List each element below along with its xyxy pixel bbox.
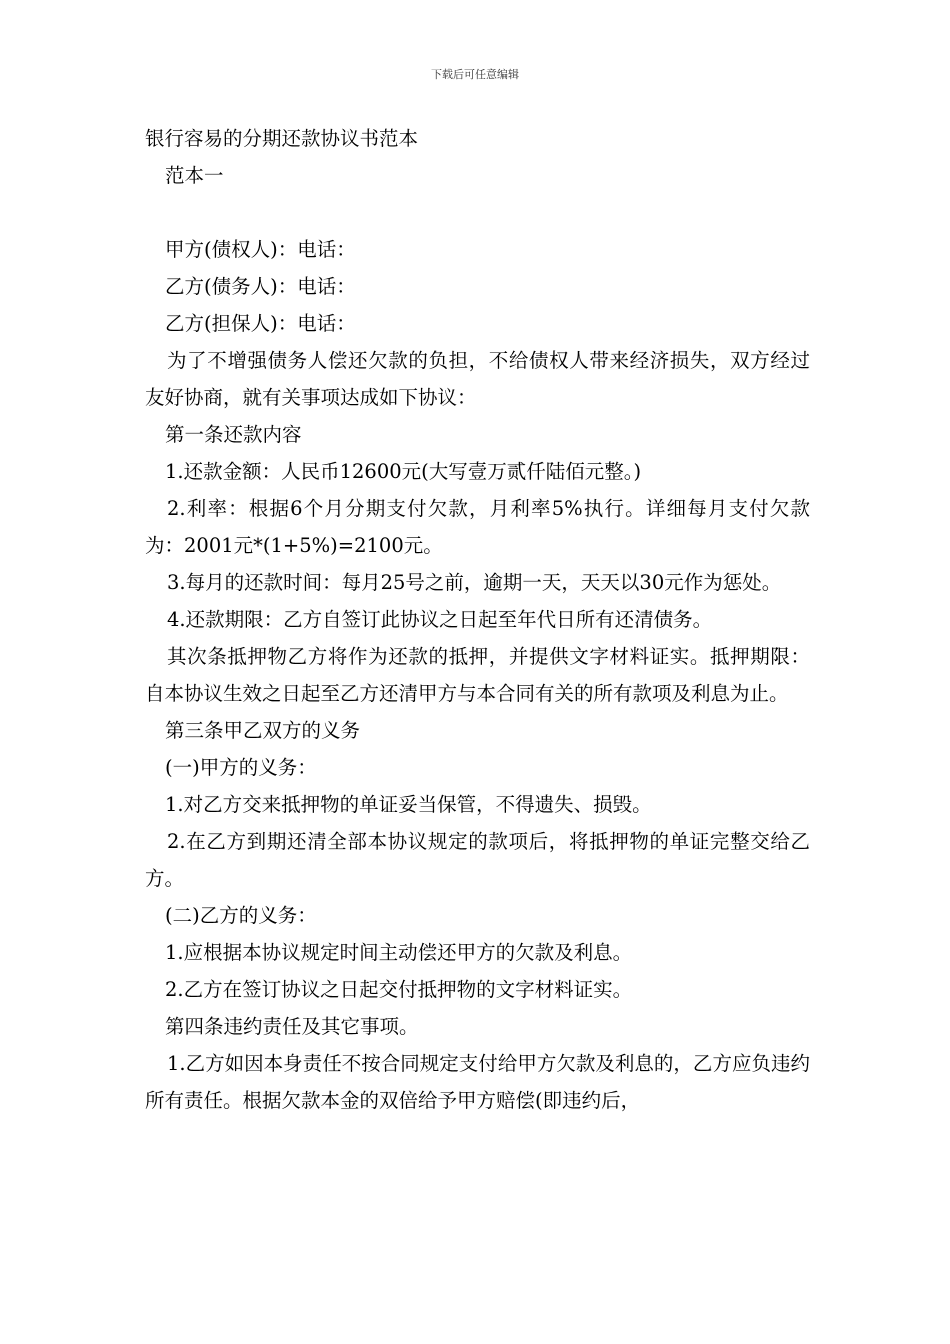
article3-heading: 第三条甲乙双方的义务 <box>165 719 361 742</box>
party-debtor: 乙方(债务人)：电话： <box>165 275 356 298</box>
party-a-duty-item: 1.对乙方交来抵押物的单证妥当保管，不得遗失、损毁。 <box>165 793 652 816</box>
party-creditor: 甲方(债权人)：电话： <box>165 238 356 261</box>
article1-item-interest: 2.利率：根据6个月分期支付欠款，月利率5%执行。详细每月支付欠款为：2001元*(1+5%)=2100元。 <box>145 497 810 557</box>
page-header-note: 下载后可任意编辑 <box>431 68 519 81</box>
sample-label: 范本一 <box>165 164 224 187</box>
document-title: 银行容易的分期还款协议书范本 <box>145 127 419 150</box>
article4-heading: 第四条违约责任及其它事项。 <box>165 1015 419 1038</box>
article1-item-term: 4.还款期限：乙方自签订此协议之日起至年代日所有还清债务。 <box>167 608 713 631</box>
party-a-duties-heading: (一)甲方的义务： <box>165 756 317 779</box>
article1-item-amount: 1.还款金额：人民币12600元(大写壹万贰仟陆佰元整。) <box>165 460 642 483</box>
document-body <box>145 120 810 1119</box>
preamble-paragraph: 为了不增强债务人偿还欠款的负担，不给债权人带来经济损失，双方经过友好协商，就有关事项达成如下协议： <box>145 349 810 409</box>
party-b-duty-item: 2.乙方在签订协议之日起交付抵押物的文字材料证实。 <box>165 978 633 1001</box>
blank-line <box>145 194 810 231</box>
article1-heading: 第一条还款内容 <box>165 423 302 446</box>
article4-item-breach: 1.乙方如因本身责任不按合同规定支付给甲方欠款及利息的，乙方应负违约所有责任。根据欠款本金的双倍给予甲方赔偿(即违约后， <box>145 1052 810 1112</box>
article1-item-schedule: 3.每月的还款时间：每月25号之前，逾期一天，天天以30元作为惩处。 <box>167 571 782 594</box>
party-b-duties-heading: (二)乙方的义务： <box>165 904 317 927</box>
party-b-duty-item: 1.应根据本协议规定时间主动偿还甲方的欠款及利息。 <box>165 941 633 964</box>
party-guarantor: 乙方(担保人)：电话： <box>165 312 356 335</box>
party-a-duty-item: 2.在乙方到期还清全部本协议规定的款项后，将抵押物的单证完整交给乙方。 <box>145 830 810 890</box>
article2-paragraph: 其次条抵押物乙方将作为还款的抵押，并提供文字材料证实。抵押期限：自本协议生效之日起至乙方还清甲方与本合同有关的所有款项及利息为止。 <box>145 645 810 705</box>
